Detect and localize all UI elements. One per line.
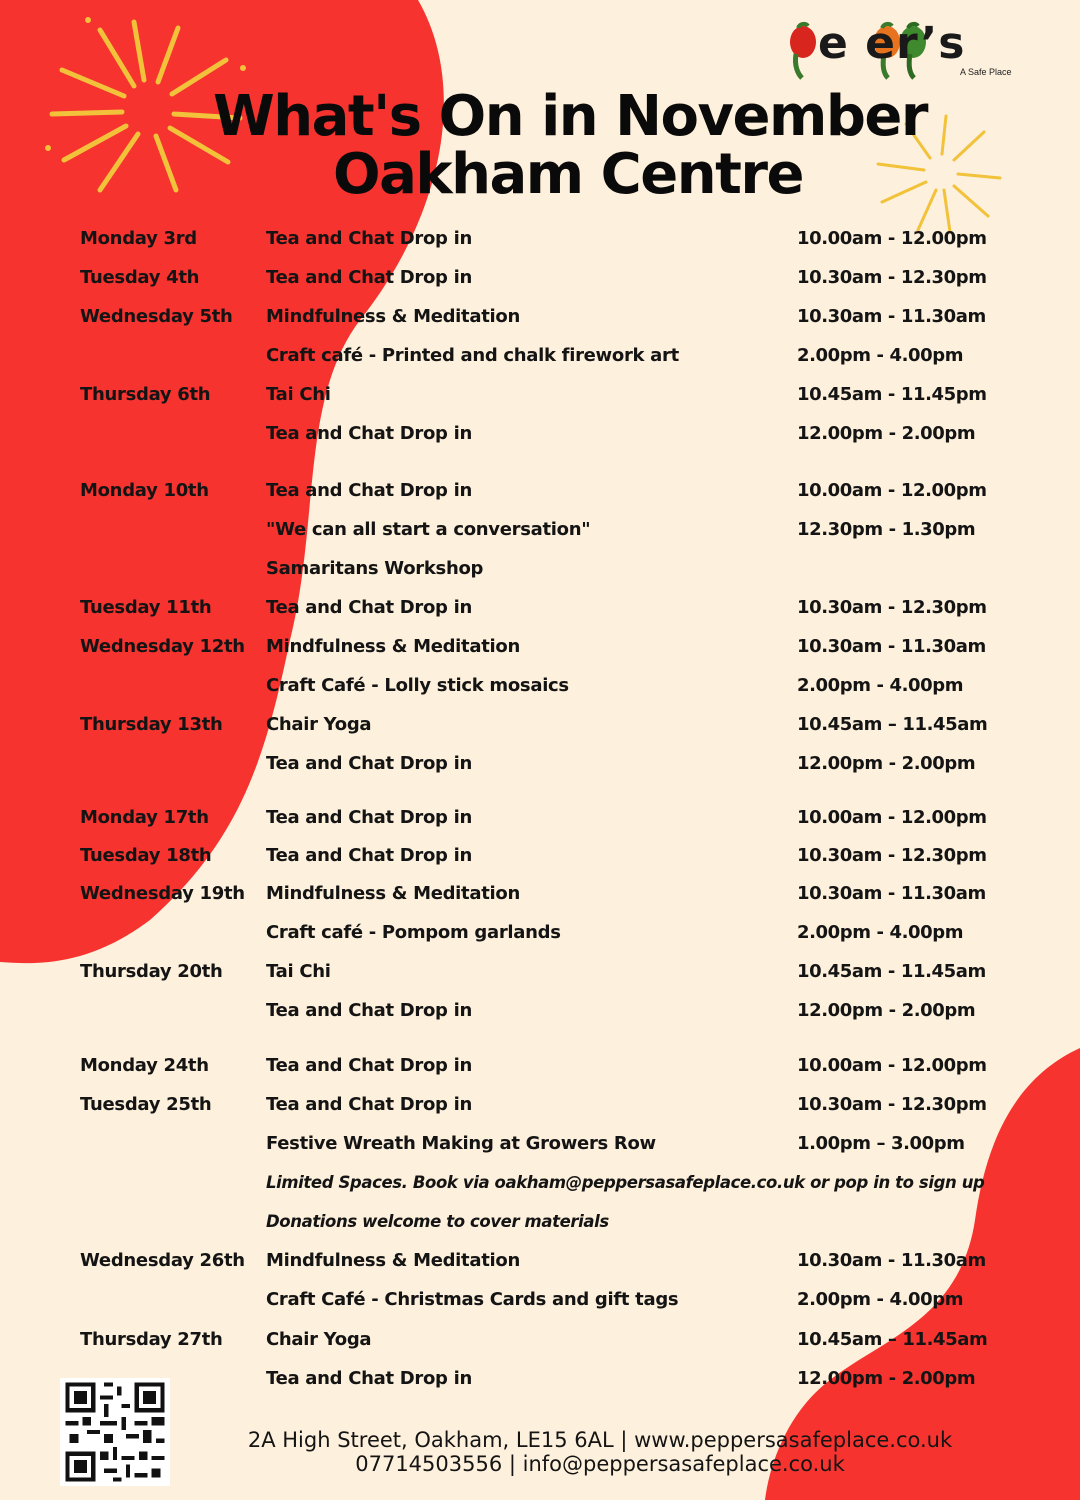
row-day: Wednesday 12th	[80, 636, 245, 657]
schedule-row	[0, 341, 1080, 371]
row-day: Monday 3rd	[80, 228, 197, 249]
row-activity: Festive Wreath Making at Growers Row	[266, 1133, 656, 1154]
row-time: 10.45am – 11.45am	[797, 1329, 988, 1350]
row-time: 10.30am - 11.30am	[797, 636, 986, 657]
row-activity: Tea and Chat Drop in	[266, 1055, 472, 1076]
row-day: Thursday 6th	[80, 384, 211, 405]
footer-address[interactable]: 2A High Street, Oakham, LE15 6AL | www.peppersasafeplace.co.uk	[247, 1428, 953, 1452]
row-activity: Tea and Chat Drop in	[266, 1000, 472, 1021]
schedule-row	[0, 224, 1080, 254]
row-time: 2.00pm - 4.00pm	[797, 922, 964, 943]
row-activity: Tai Chi	[266, 961, 331, 982]
row-activity: Tea and Chat Drop in	[266, 423, 472, 444]
row-activity: Tea and Chat Drop in	[266, 228, 472, 249]
row-day: Monday 24th	[80, 1055, 209, 1076]
row-activity: Mindfulness & Meditation	[266, 1250, 520, 1271]
row-activity: "We can all start a conversation"	[266, 519, 591, 540]
schedule-row	[0, 710, 1080, 740]
row-time: 10.00am - 12.00pm	[797, 480, 987, 501]
schedule-row	[0, 476, 1080, 506]
logo-wordmark: e er’s	[818, 18, 966, 69]
row-day: Thursday 20th	[80, 961, 223, 982]
schedule-row	[0, 419, 1080, 449]
row-activity: Chair Yoga	[266, 1329, 372, 1350]
row-time: 10.30am - 12.30pm	[797, 597, 987, 618]
row-time: 10.00am - 12.00pm	[797, 228, 987, 249]
schedule-row	[0, 1325, 1080, 1355]
row-activity: Tea and Chat Drop in	[266, 1094, 472, 1115]
row-time: 2.00pm - 4.00pm	[797, 345, 964, 366]
row-activity: Tea and Chat Drop in	[266, 480, 472, 501]
footer-contact[interactable]: 07714503556 | info@peppersasafeplace.co.uk	[355, 1452, 845, 1476]
page-title: What's On in November	[212, 84, 928, 149]
schedule-row	[0, 632, 1080, 662]
row-time: 1.00pm – 3.00pm	[797, 1133, 965, 1154]
row-day: Tuesday 11th	[80, 597, 212, 618]
row-day: Wednesday 19th	[80, 883, 245, 904]
schedule-row	[0, 1246, 1080, 1276]
row-activity: Mindfulness & Meditation	[266, 306, 520, 327]
page-subtitle: Oakham Centre	[333, 142, 803, 207]
schedule-row	[0, 803, 1080, 833]
row-time: 12.30pm - 1.30pm	[797, 519, 976, 540]
row-time: 12.00pm - 2.00pm	[797, 423, 976, 444]
schedule-row	[0, 380, 1080, 410]
logo-tagline: A Safe Place	[960, 67, 1012, 77]
row-time: 10.30am - 11.30am	[797, 883, 986, 904]
schedule-row	[0, 957, 1080, 987]
schedule-row	[0, 1090, 1080, 1120]
schedule-row	[0, 749, 1080, 779]
row-time: 10.30am - 12.30pm	[797, 1094, 987, 1115]
schedule-row	[0, 918, 1080, 948]
row-time: 10.45am - 11.45pm	[797, 384, 987, 405]
row-activity: Mindfulness & Meditation	[266, 636, 520, 657]
row-activity: Craft café - Printed and chalk firework art	[266, 345, 679, 366]
row-activity: Tea and Chat Drop in	[266, 845, 472, 866]
row-time: 2.00pm - 4.00pm	[797, 675, 964, 696]
row-time: 10.30am - 11.30am	[797, 306, 986, 327]
row-activity: Samaritans Workshop	[266, 558, 484, 579]
row-day: Tuesday 18th	[80, 845, 212, 866]
row-day: Wednesday 26th	[80, 1250, 245, 1271]
schedule-row	[0, 554, 1080, 584]
booking-note	[0, 1168, 1080, 1198]
schedule-row	[0, 302, 1080, 332]
schedule-row	[0, 671, 1080, 701]
row-day: Tuesday 4th	[80, 267, 200, 288]
row-activity: Craft Café - Lolly stick mosaics	[266, 675, 569, 696]
schedule-row	[0, 879, 1080, 909]
schedule-row	[0, 263, 1080, 293]
row-activity: Tea and Chat Drop in	[266, 597, 472, 618]
row-time: 10.45am – 11.45am	[797, 714, 988, 735]
schedule-row	[0, 515, 1080, 545]
row-activity: Tai Chi	[266, 384, 331, 405]
row-day: Thursday 27th	[80, 1329, 223, 1350]
row-activity: Limited Spaces. Book via oakham@peppersasafeplace.co.uk or pop in to sign up	[266, 1173, 985, 1192]
row-activity: Tea and Chat Drop in	[266, 1368, 472, 1389]
row-activity: Donations welcome to cover materials	[266, 1212, 609, 1231]
row-activity: Tea and Chat Drop in	[266, 753, 472, 774]
row-day: Tuesday 25th	[80, 1094, 212, 1115]
row-time: 10.30am - 11.30am	[797, 1250, 986, 1271]
row-day: Wednesday 5th	[80, 306, 233, 327]
row-time: 10.00am - 12.00pm	[797, 807, 987, 828]
row-activity: Craft Café - Christmas Cards and gift tags	[266, 1289, 679, 1310]
row-time: 10.30am - 12.30pm	[797, 267, 987, 288]
row-time: 10.45am - 11.45am	[797, 961, 986, 982]
row-day: Monday 17th	[80, 807, 209, 828]
row-time: 12.00pm - 2.00pm	[797, 753, 976, 774]
donation-note	[0, 1207, 1080, 1237]
row-time: 10.00am - 12.00pm	[797, 1055, 987, 1076]
row-activity: Chair Yoga	[266, 714, 372, 735]
row-time: 10.30am - 12.30pm	[797, 845, 987, 866]
row-day: Thursday 13th	[80, 714, 223, 735]
schedule-row	[0, 1051, 1080, 1081]
row-time: 2.00pm - 4.00pm	[797, 1289, 964, 1310]
row-activity: Craft café - Pompom garlands	[266, 922, 561, 943]
row-activity: Mindfulness & Meditation	[266, 883, 520, 904]
row-time: 12.00pm - 2.00pm	[797, 1000, 976, 1021]
row-activity: Tea and Chat Drop in	[266, 267, 472, 288]
row-day: Monday 10th	[80, 480, 209, 501]
row-time: 12.00pm - 2.00pm	[797, 1368, 976, 1389]
schedule-row	[0, 1129, 1080, 1159]
schedule-row	[0, 593, 1080, 623]
schedule-row	[0, 1285, 1080, 1315]
row-activity: Tea and Chat Drop in	[266, 807, 472, 828]
schedule-row	[0, 996, 1080, 1026]
schedule-row	[0, 841, 1080, 871]
